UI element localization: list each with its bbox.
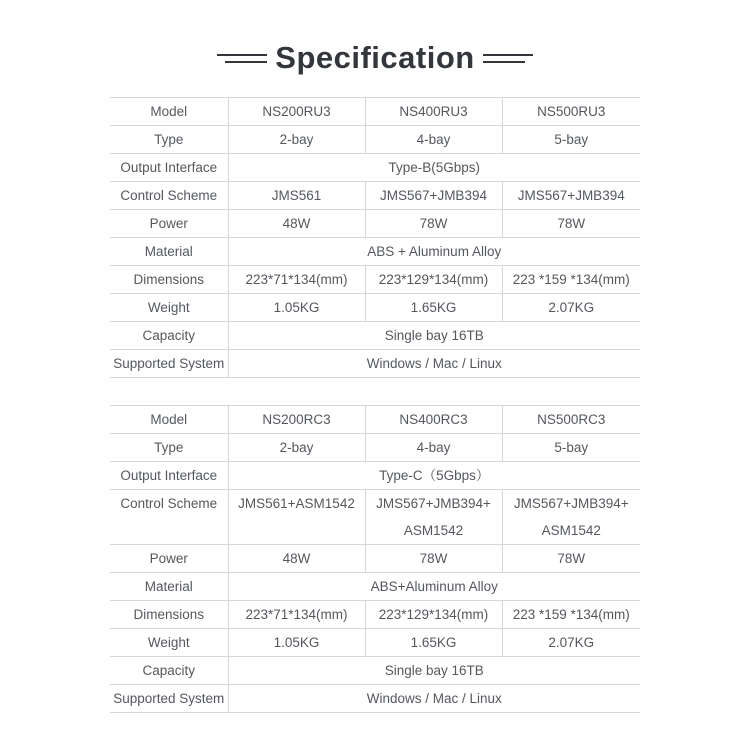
row-label: Weight bbox=[110, 294, 228, 322]
cell-value: 223 *159 *134(mm) bbox=[502, 601, 640, 629]
row-label: Model bbox=[110, 406, 228, 434]
cell-value: 2.07KG bbox=[502, 294, 640, 322]
cell-value: 1.65KG bbox=[365, 629, 502, 657]
row-label: Power bbox=[110, 545, 228, 573]
table-row bbox=[110, 154, 640, 182]
table-row bbox=[110, 238, 640, 266]
cell-value: 2-bay bbox=[228, 126, 365, 154]
row-label: Power bbox=[110, 210, 228, 238]
cell-value: JMS567+JMB394+ ASM1542 bbox=[502, 490, 640, 545]
table-row bbox=[110, 629, 640, 657]
row-label: Capacity bbox=[110, 657, 228, 685]
cell-value: 4-bay bbox=[365, 434, 502, 462]
table-row bbox=[110, 266, 640, 294]
row-label: Dimensions bbox=[110, 266, 228, 294]
cell-value: 223*71*134(mm) bbox=[228, 266, 365, 294]
table-row bbox=[110, 406, 640, 434]
row-value-merged: Type-C（5Gbps） bbox=[228, 462, 640, 490]
row-label: Model bbox=[110, 98, 228, 126]
cell-value: 5-bay bbox=[502, 434, 640, 462]
table-row bbox=[110, 210, 640, 238]
table-row bbox=[110, 657, 640, 685]
table-row bbox=[110, 601, 640, 629]
table-row bbox=[110, 434, 640, 462]
row-label: Weight bbox=[110, 629, 228, 657]
cell-value: 78W bbox=[365, 545, 502, 573]
row-label: Output Interface bbox=[110, 462, 228, 490]
cell-value: 2-bay bbox=[228, 434, 365, 462]
table-row bbox=[110, 490, 640, 545]
row-label: Material bbox=[110, 238, 228, 266]
cell-value: NS500RU3 bbox=[502, 98, 640, 126]
cell-value: JMS561 bbox=[228, 182, 365, 210]
cell-value: JMS567+JMB394 bbox=[365, 182, 502, 210]
cell-value: 48W bbox=[228, 210, 365, 238]
row-value-merged: Windows / Mac / Linux bbox=[228, 685, 640, 713]
row-label: Capacity bbox=[110, 322, 228, 350]
row-value-merged: Single bay 16TB bbox=[228, 322, 640, 350]
page-title: Specification bbox=[275, 40, 475, 75]
table-row bbox=[110, 322, 640, 350]
cell-value: 2.07KG bbox=[502, 629, 640, 657]
row-value-merged: ABS + Aluminum Alloy bbox=[228, 238, 640, 266]
title-divider-left bbox=[217, 54, 267, 63]
cell-value: 1.05KG bbox=[228, 294, 365, 322]
table-row bbox=[110, 126, 640, 154]
table-row bbox=[110, 573, 640, 601]
row-label: Control Scheme bbox=[110, 182, 228, 210]
row-value-merged: Single bay 16TB bbox=[228, 657, 640, 685]
cell-value: NS200RC3 bbox=[228, 406, 365, 434]
cell-value: JMS567+JMB394+ ASM1542 bbox=[365, 490, 502, 545]
cell-value: 48W bbox=[228, 545, 365, 573]
table-row bbox=[110, 294, 640, 322]
table-row bbox=[110, 545, 640, 573]
row-label: Output Interface bbox=[110, 154, 228, 182]
cell-value: 78W bbox=[502, 210, 640, 238]
table-row bbox=[110, 685, 640, 713]
table-row bbox=[110, 462, 640, 490]
cell-value: NS500RC3 bbox=[502, 406, 640, 434]
cell-value: 1.05KG bbox=[228, 629, 365, 657]
spec-table-ru3 bbox=[110, 97, 640, 378]
title-section bbox=[0, 0, 750, 76]
title-divider-right bbox=[483, 54, 533, 63]
table-row bbox=[110, 182, 640, 210]
row-label: Type bbox=[110, 126, 228, 154]
cell-value: 223*129*134(mm) bbox=[365, 601, 502, 629]
row-label: Supported System bbox=[110, 350, 228, 378]
row-value-merged: Type-B(5Gbps) bbox=[228, 154, 640, 182]
table-row bbox=[110, 98, 640, 126]
row-value-merged: Windows / Mac / Linux bbox=[228, 350, 640, 378]
cell-value: NS200RU3 bbox=[228, 98, 365, 126]
row-label: Supported System bbox=[110, 685, 228, 713]
cell-value: 223 *159 *134(mm) bbox=[502, 266, 640, 294]
cell-value: 5-bay bbox=[502, 126, 640, 154]
cell-value: 4-bay bbox=[365, 126, 502, 154]
row-label: Dimensions bbox=[110, 601, 228, 629]
row-label: Material bbox=[110, 573, 228, 601]
cell-value: NS400RU3 bbox=[365, 98, 502, 126]
cell-value: 78W bbox=[365, 210, 502, 238]
table-row bbox=[110, 350, 640, 378]
row-label: Control Scheme bbox=[110, 490, 228, 545]
row-label: Type bbox=[110, 434, 228, 462]
cell-value: NS400RC3 bbox=[365, 406, 502, 434]
row-value-merged: ABS+Aluminum Alloy bbox=[228, 573, 640, 601]
cell-value: JMS567+JMB394 bbox=[502, 182, 640, 210]
cell-value: 1.65KG bbox=[365, 294, 502, 322]
cell-value: 78W bbox=[502, 545, 640, 573]
cell-value: 223*71*134(mm) bbox=[228, 601, 365, 629]
spec-table-rc3 bbox=[110, 405, 640, 713]
cell-value: JMS561+ASM1542 bbox=[228, 490, 365, 545]
cell-value: 223*129*134(mm) bbox=[365, 266, 502, 294]
